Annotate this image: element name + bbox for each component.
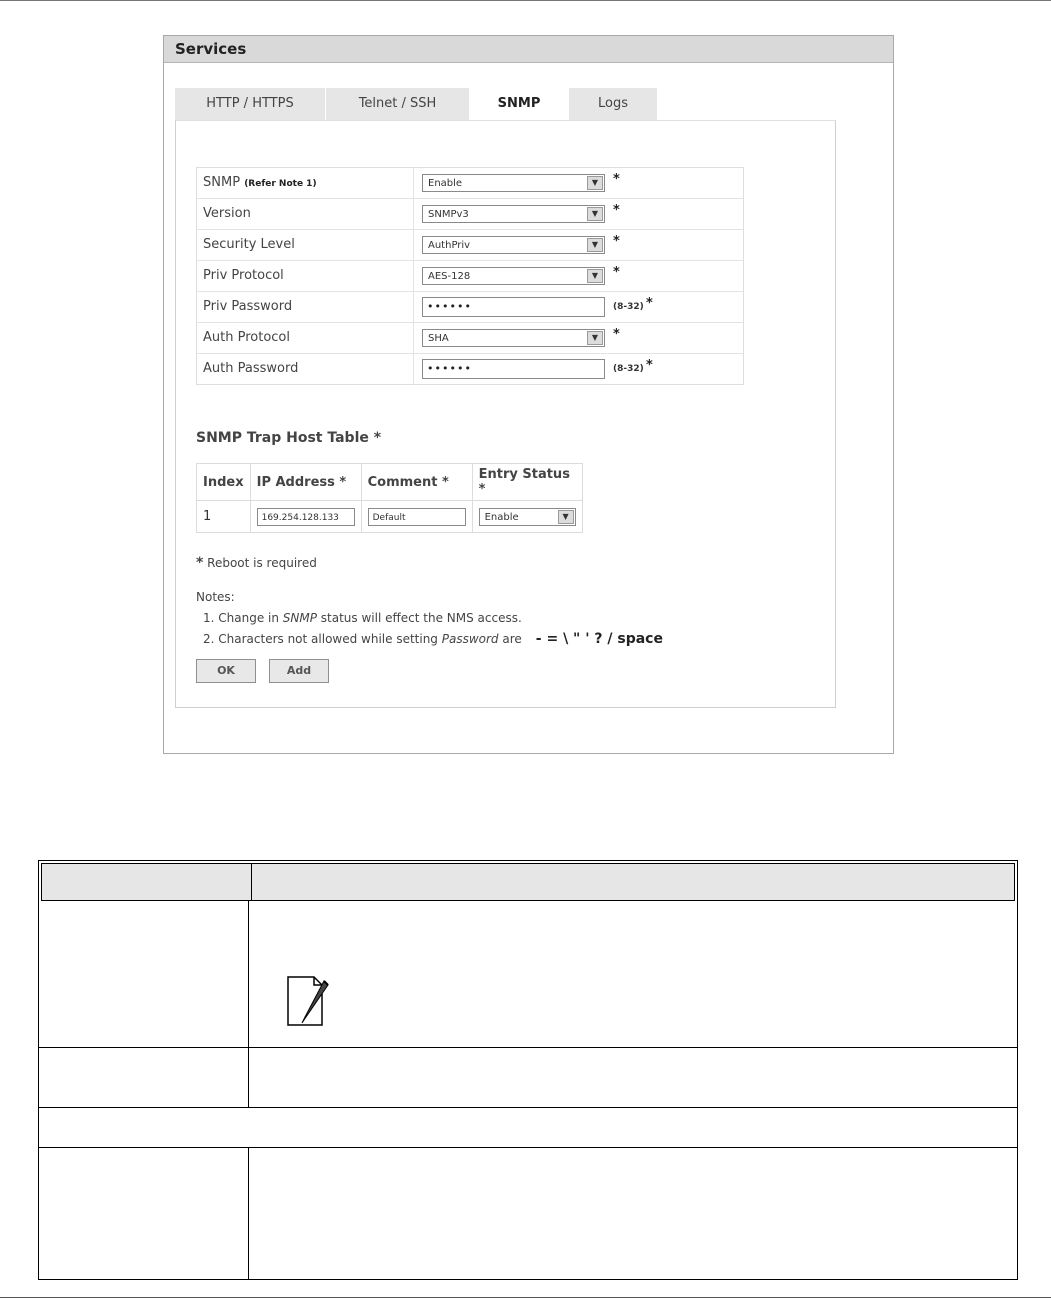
row-priv-protocol — [197, 261, 743, 292]
chevron-down-icon: ▼ — [587, 238, 603, 252]
table-header-row — [197, 464, 583, 501]
col-comment: Comment * — [361, 464, 472, 501]
auth-protocol-select[interactable]: SHA ▼ — [422, 329, 605, 347]
note-pencil-icon — [284, 971, 334, 1029]
tab-telnet-ssh[interactable]: Telnet / SSH — [326, 88, 470, 120]
row-divider — [39, 1147, 1017, 1148]
security-level-select[interactable]: AuthPriv ▼ — [422, 236, 605, 254]
label-snmp: SNMP (Refer Note 1) — [203, 175, 317, 190]
trap-table-title: SNMP Trap Host Table * — [196, 430, 382, 446]
col-index: Index — [197, 464, 251, 501]
row-priv-password — [197, 292, 743, 323]
row-version — [197, 199, 743, 230]
snmp-panel — [175, 120, 836, 708]
required-star: * — [613, 172, 620, 187]
ok-button[interactable]: OK — [196, 659, 256, 683]
parameter-table — [38, 860, 1018, 1280]
required-star: * — [646, 296, 653, 311]
page-top-rule — [0, 0, 1051, 1]
refer-note: (Refer Note 1) — [244, 179, 317, 189]
required-star: * — [646, 358, 653, 373]
col-entry-status: Entry Status * — [472, 464, 582, 501]
cell-comment — [361, 501, 472, 533]
ip-address-input[interactable]: 169.254.128.133 — [257, 508, 355, 526]
row-divider — [39, 1047, 1017, 1048]
required-star: * — [613, 265, 620, 280]
chevron-down-icon: ▼ — [587, 176, 603, 190]
entry-status-select[interactable]: Enable ▼ — [479, 508, 576, 526]
tab-logs[interactable]: Logs — [569, 88, 658, 120]
window-title: Services — [164, 36, 893, 63]
header-divider — [251, 864, 252, 900]
chevron-down-icon: ▼ — [558, 510, 574, 524]
row-divider — [39, 1107, 1017, 1108]
auth-password-field[interactable]: •••••• — [422, 359, 605, 379]
col-ip-address: IP Address * — [250, 464, 361, 501]
label-version: Version — [203, 206, 251, 221]
tab-snmp[interactable]: SNMP — [470, 88, 569, 120]
label-auth-protocol: Auth Protocol — [203, 330, 290, 345]
trap-host-table — [196, 463, 583, 533]
disallowed-chars: - = \ " ' ? / space — [535, 631, 663, 647]
label-priv-password: Priv Password — [203, 299, 293, 314]
table-row — [197, 501, 583, 533]
page-bottom-rule — [0, 1297, 1051, 1298]
required-star: * — [613, 203, 620, 218]
reboot-notice: * Reboot is required — [196, 555, 317, 571]
add-button[interactable]: Add — [269, 659, 329, 683]
cell-ip — [250, 501, 361, 533]
length-hint: (8-32) — [613, 364, 644, 374]
length-hint: (8-32) — [613, 302, 644, 312]
row-auth-password — [197, 354, 743, 384]
notes-label: Notes: — [196, 590, 235, 604]
services-window — [163, 35, 894, 754]
label-security-level: Security Level — [203, 237, 295, 252]
snmp-settings-table — [196, 167, 744, 385]
required-star: * — [613, 234, 620, 249]
priv-password-field[interactable]: •••••• — [422, 297, 605, 317]
chevron-down-icon: ▼ — [587, 269, 603, 283]
column-divider — [248, 1147, 249, 1279]
note-1: 1. Change in SNMP status will effect the NMS access. — [203, 611, 522, 625]
table-header — [41, 863, 1015, 901]
note-2: 2. Characters not allowed while setting Password are - = \ " ' ? / space — [203, 631, 663, 647]
cell-index: 1 — [197, 501, 251, 533]
label-priv-protocol: Priv Protocol — [203, 268, 284, 283]
notes — [196, 587, 663, 650]
row-snmp — [197, 168, 743, 199]
column-divider — [248, 901, 249, 1107]
comment-input[interactable]: Default — [368, 508, 466, 526]
tab-http-https[interactable]: HTTP / HTTPS — [175, 88, 326, 120]
required-star: * — [613, 327, 620, 342]
snmp-select[interactable]: Enable ▼ — [422, 174, 605, 192]
chevron-down-icon: ▼ — [587, 207, 603, 221]
row-auth-protocol — [197, 323, 743, 354]
cell-status — [472, 501, 582, 533]
label-auth-password: Auth Password — [203, 361, 299, 376]
version-select[interactable]: SNMPv3 ▼ — [422, 205, 605, 223]
row-security-level — [197, 230, 743, 261]
chevron-down-icon: ▼ — [587, 331, 603, 345]
priv-protocol-select[interactable]: AES-128 ▼ — [422, 267, 605, 285]
